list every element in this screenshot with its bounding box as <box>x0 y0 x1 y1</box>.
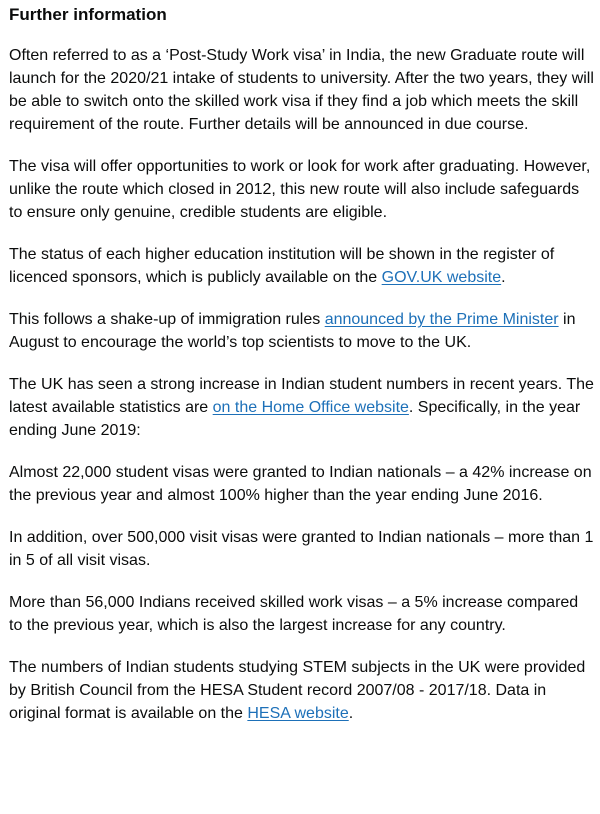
section-heading: Further information <box>9 5 167 24</box>
paragraph-stem-students <box>9 656 594 725</box>
paragraph-text: . <box>501 269 506 286</box>
paragraph-text: The numbers of Indian students studying STEM subjects in the UK were provided by British Council from the HESA Student record 2007/08 - 2017/18. Data in original format is available on the <box>9 659 586 722</box>
paragraph-text: in August to encourage the world’s top scientists to move to the UK. <box>9 311 576 351</box>
paragraph-text: . Specifically, in the year ending June 2019: <box>9 399 581 439</box>
gov-uk-website-link[interactable]: GOV.UK website <box>381 269 502 286</box>
home-office-website-link[interactable]: on the Home Office website <box>212 399 409 416</box>
paragraph-immigration-rules <box>9 308 594 354</box>
paragraph-text: The UK has seen a strong increase in Indian student numbers in recent years. The latest available statistics are <box>9 376 594 416</box>
prime-minister-announcement-link[interactable]: announced by the Prime Minister <box>324 311 559 328</box>
paragraph-visit-visas: In addition, over 500,000 visit visas were granted to Indian nationals – more than 1 in 5 of all visit visas. <box>9 529 594 569</box>
paragraph-post-study-work-visa: Often referred to as a ‘Post-Study Work visa’ in India, the new Graduate route will launch for the 2020/21 intake of students to university. After the two years, they will be able to switch onto the skilled work visa if they find a job which meets the skill requirement of the route. Further details will be announced in due course. <box>9 47 594 133</box>
paragraph-student-numbers <box>9 373 594 442</box>
hesa-website-link[interactable]: HESA website <box>247 705 349 722</box>
paragraph-register-of-sponsors <box>9 243 594 289</box>
paragraph-student-visas: Almost 22,000 student visas were granted to Indian nationals – a 42% increase on the previous year and almost 100% higher than the year ending June 2016. <box>9 464 592 504</box>
paragraph-text: This follows a shake-up of immigration rules <box>9 311 325 328</box>
paragraph-visa-opportunities: The visa will offer opportunities to work or look for work after graduating. However, unlike the route which closed in 2012, this new route will also include safeguards to ensure only genuine, credible students are eligible. <box>9 158 591 221</box>
paragraph-text: The status of each higher education institution will be shown in the register of licenced sponsors, which is publicly available on the <box>9 246 555 286</box>
paragraph-skilled-work-visas: More than 56,000 Indians received skilled work visas – a 5% increase compared to the previous year, which is also the largest increase for any country. <box>9 594 579 634</box>
paragraph-text: . <box>348 705 354 722</box>
